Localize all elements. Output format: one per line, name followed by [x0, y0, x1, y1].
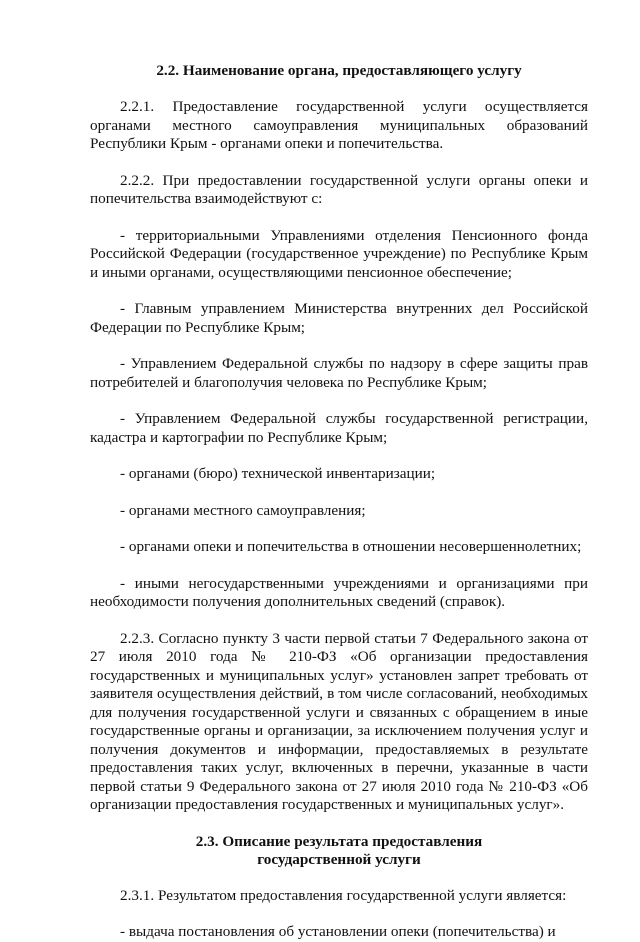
list-item-non-state-institutions: - иными негосударственными учреждениями и организациями при необходимости получения дополнительных сведений (справок).	[90, 574, 588, 610]
list-item-pension-fund: - территориальными Управлениями отделения Пенсионного фонда Российской Федерации (государственное учреждение) по Республике Крым и иными органами, осуществляющими пенсионное обеспечение;	[90, 226, 588, 281]
list-item-interior-ministry: - Главным управлением Министерства внутренних дел Российской Федерации по Республике Крым;	[90, 300, 588, 336]
list-item-guardianship-bodies: - органами опеки и попечительства в отношении несовершеннолетних;	[120, 538, 582, 555]
spacer	[90, 869, 588, 887]
section-heading-2-2: 2.2. Наименование органа, предоставляющего услугу	[156, 62, 522, 79]
paragraph-2-2-1: 2.2.1. Предоставление государственной услуги осуществляется органами местного самоуправления муниципальных образований Республики Крым - органами опеки и попечительства.	[90, 98, 588, 152]
section-heading-2-3-line-2: государственной услуги	[257, 850, 421, 868]
list-item-guardianship-decree: - выдача постановления об установлении опеки (попечительства) и	[120, 923, 556, 940]
section-heading-2-3	[90, 833, 588, 869]
section-heading-2-3-line-1: 2.3. Описание результата предоставления	[195, 832, 483, 850]
list-item-inventory-bureau: - органами (бюро) технической инвентаризации;	[120, 465, 436, 482]
list-item-consumer-rights: - Управлением Федеральной службы по надзору в сфере защиты прав потребителей и благополучия человека по Республике Крым;	[90, 355, 588, 391]
paragraph-2-3-1: 2.3.1. Результатом предоставления государственной услуги является:	[120, 886, 567, 904]
list-item-local-government: - органами местного самоуправления;	[120, 501, 366, 519]
list-item-registration-service: - Управлением Федеральной службы государственной регистрации, кадастра и картографии по Республике Крым;	[90, 410, 588, 446]
paragraph-2-2-3: 2.2.3. Согласно пункту 3 части первой статьи 7 Федерального закона от 27 июля 2010 года № 210-ФЗ «Об организации предоставления государственных и муниципальных услуг» установлен запрет требовать от заявителя осуществления действий, в том числе согласований, необходимых для получения государственной услуги и связанных с обращением в иные государственные органы и организации, за исключением получения услуг и получения документов и информации, предоставляемых в результате предоставления таких услуг, включенных в перечни, указанные в части первой статьи 9 Федерального закона от 27 июля 2010 года № 210-ФЗ «Об организации предоставления государственных и муниципальных услуг».	[90, 629, 588, 813]
paragraph-2-2-2: 2.2.2. При предоставлении государственной услуги органы опеки и попечительства взаимодействуют с:	[90, 171, 588, 207]
